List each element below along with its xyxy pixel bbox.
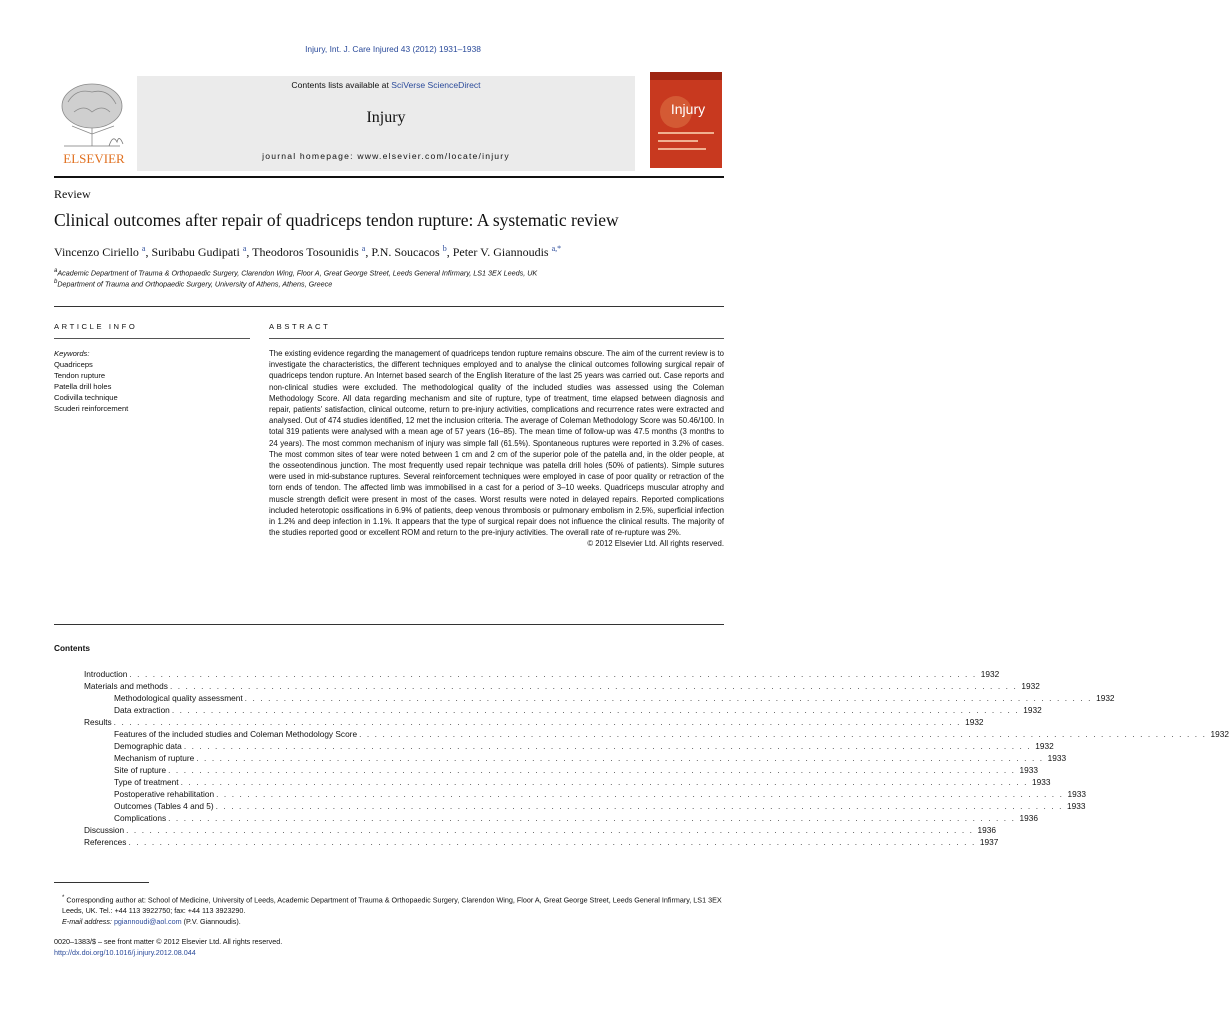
title-divider xyxy=(54,306,724,307)
toc-entry-page: 1932 xyxy=(980,669,1000,679)
toc-entry-label[interactable]: Type of treatment xyxy=(114,777,179,787)
author-affiliation-mark[interactable]: a,* xyxy=(551,244,562,253)
toc-entry[interactable] xyxy=(54,716,984,728)
affiliation-a xyxy=(54,268,537,277)
article-section-label: Review xyxy=(54,187,91,201)
toc-entry[interactable] xyxy=(54,728,1229,740)
toc-leader-dots: . . . . . . . . . . . . . . . . . . . . . . . . . . . . . . . . . . . . . . . . . . . . . . . . . . . . . . . . . . . . . . . . . . . . . . . . . . . . . . . . . . . . . . . . . . . . . . . . . . . . . . . . . . . . . xyxy=(171,705,1020,715)
journal-cover-image xyxy=(650,72,722,168)
issn-block xyxy=(54,936,282,958)
keyword-item: Codivilla technique xyxy=(54,393,118,402)
keyword-item: Tendon rupture xyxy=(54,371,106,380)
toc-entry-label[interactable]: Results xyxy=(84,717,112,727)
toc-leader-dots: . . . . . . . . . . . . . . . . . . . . . . . . . . . . . . . . . . . . . . . . . . . . . . . . . . . . . . . . . . . . . . . . . . . . . . . . . . . . . . . . . . . . . . . . . . . . . . . . . . . . . . . . . . . . . xyxy=(215,801,1064,811)
elsevier-logo xyxy=(54,76,134,166)
affiliation-b xyxy=(54,279,332,288)
toc-entry[interactable] xyxy=(54,752,1067,764)
author-name: Suribabu Gudipati xyxy=(151,245,240,259)
toc-leader-dots: . . . . . . . . . . . . . . . . . . . . . . . . . . . . . . . . . . . . . . . . . . . . . . . . . . . . . . . . . . . . . . . . . . . . . . . . . . . . . . . . . . . . . . . . . . . . . . . . . . . . . . . . . . . . . xyxy=(244,693,1093,703)
author-affiliation-mark[interactable]: a xyxy=(242,244,247,253)
toc-entry[interactable] xyxy=(54,668,1000,680)
author-name: Vincenzo Ciriello xyxy=(54,245,139,259)
corresponding-mark: * xyxy=(62,895,65,901)
toc-entry-label[interactable]: Materials and methods xyxy=(84,681,168,691)
toc-entry-label[interactable]: Demographic data xyxy=(114,741,182,751)
homepage-url[interactable]: www.elsevier.com/locate/injury xyxy=(357,151,510,161)
journal-reference[interactable]: Injury, Int. J. Care Injured 43 (2012) 1931–1938 xyxy=(305,44,481,54)
toc-entry-page: 1932 xyxy=(1096,693,1115,703)
table-of-contents xyxy=(54,668,1229,848)
toc-entry-label[interactable]: Site of rupture xyxy=(114,765,167,775)
author-list: Vincenzo Ciriello $^a$, Suribabu Gudipati $^a$, Theodoros Tosounidis $^a$, P.N. Soucacos $^b$, Peter V. Giannoudis $^{a,*}$ xyxy=(54,244,562,259)
toc-entry-page: 1932 xyxy=(1023,705,1042,715)
toc-entry-page: 1932 xyxy=(1021,681,1040,691)
toc-entry-label[interactable]: Introduction xyxy=(84,669,128,679)
toc-leader-dots: . . . . . . . . . . . . . . . . . . . . . . . . . . . . . . . . . . . . . . . . . . . . . . . . . . . . . . . . . . . . . . . . . . . . . . . . . . . . . . . . . . . . . . . . . . . . . . . . . . . . . . . . . . . . . xyxy=(183,741,1032,751)
toc-entry-page: 1936 xyxy=(977,825,997,835)
author-name: Theodoros Tosounidis xyxy=(252,245,359,259)
toc-entry-label[interactable]: Mechanism of rupture xyxy=(114,753,195,763)
journal-homepage-line xyxy=(137,151,635,161)
homepage-prefix: journal homepage: xyxy=(262,151,358,161)
toc-entry-page: 1932 xyxy=(1210,729,1229,739)
toc-entry-page: 1933 xyxy=(1047,753,1067,763)
email-label: E-mail address: xyxy=(62,917,112,927)
affiliation-a-mark: a xyxy=(54,268,58,274)
toc-leader-dots: . . . . . . . . . . . . . . . . . . . . . . . . . . . . . . . . . . . . . . . . . . . . . . . . . . . . . . . . . . . . . . . . . . . . . . . . . . . . . . . . . . . . . . . . . . . . . . . . . . . . . . . . . . . . . xyxy=(168,813,1016,823)
article-info-heading: ARTICLE INFO xyxy=(54,322,138,331)
toc-leader-dots: . . . . . . . . . . . . . . . . . . . . . . . . . . . . . . . . . . . . . . . . . . . . . . . . . . . . . . . . . . . . . . . . . . . . . . . . . . . . . . . . . . . . . . . . . . . . . . . . . . . . . . . . . . . . . xyxy=(126,825,974,835)
abstract-bottom-divider xyxy=(54,624,724,625)
toc-entry-page: 1936 xyxy=(1019,813,1038,823)
toc-leader-dots: . . . . . . . . . . . . . . . . . . . . . . . . . . . . . . . . . . . . . . . . . . . . . . . . . . . . . . . . . . . . . . . . . . . . . . . . . . . . . . . . . . . . . . . . . . . . . . . . . . . . . . . . . . . . . xyxy=(113,717,962,727)
corresponding-author-text: Corresponding author at: School of Medicine, University of Leeds, Academic Department of Trauma & Orthopaedic Surgery, Clarendon Wing, Floor A, Great George Street, Leeds General Infirmary, LS1 3EX Leeds, UK. Tel.: +44 113 3922750; fax: +44 113 3923290. xyxy=(62,895,722,916)
toc-entry[interactable] xyxy=(54,776,1051,788)
footnote-divider xyxy=(54,882,149,883)
article-info-divider xyxy=(54,338,250,339)
toc-leader-dots: . . . . . . . . . . . . . . . . . . . . . . . . . . . . . . . . . . . . . . . . . . . . . . . . . . . . . . . . . . . . . . . . . . . . . . . . . . . . . . . . . . . . . . . . . . . . . . . . . . . . . . . . . . . . . xyxy=(128,837,976,847)
toc-entry[interactable] xyxy=(54,740,1054,752)
author-affiliation-mark[interactable]: b xyxy=(442,244,447,253)
toc-leader-dots: . . . . . . . . . . . . . . . . . . . . . . . . . . . . . . . . . . . . . . . . . . . . . . . . . . . . . . . . . . . . . . . . . . . . . . . . . . . . . . . . . . . . . . . . . . . . . . . . . . . . . . . . . . . . . xyxy=(180,777,1028,787)
toc-entry-page: 1933 xyxy=(1067,789,1086,799)
toc-leader-dots: . . . . . . . . . . . . . . . . . . . . . . . . . . . . . . . . . . . . . . . . . . . . . . . . . . . . . . . . . . . . . . . . . . . . . . . . . . . . . . . . . . . . . . . . . . . . . . . . . . . . . . . . . . . . . xyxy=(168,765,1016,775)
toc-entry-label[interactable]: Complications xyxy=(114,813,167,823)
toc-entry[interactable] xyxy=(54,812,1038,824)
toc-entry-label[interactable]: Discussion xyxy=(84,825,125,835)
toc-entry[interactable] xyxy=(54,788,1086,800)
toc-leader-dots: . . . . . . . . . . . . . . . . . . . . . . . . . . . . . . . . . . . . . . . . . . . . . . . . . . . . . . . . . . . . . . . . . . . . . . . . . . . . . . . . . . . . . . . . . . . . . . . . . . . . . . . . . . . . . xyxy=(196,753,1044,763)
abstract-heading: ABSTRACT xyxy=(269,322,331,331)
email-suffix: (P.V. Giannoudis). xyxy=(183,917,241,927)
paper-title: Clinical outcomes after repair of quadriceps tendon rupture: A systematic review xyxy=(54,210,619,230)
keywords-block xyxy=(54,348,128,414)
keyword-item: Scuderi reinforcement xyxy=(54,404,129,413)
footnotes xyxy=(54,893,734,927)
toc-entry-label[interactable]: Outcomes (Tables 4 and 5) xyxy=(114,801,214,811)
toc-entry-page: 1933 xyxy=(1019,765,1039,775)
toc-entry-label[interactable]: Data extraction xyxy=(114,705,170,715)
contents-available-line xyxy=(137,80,635,90)
toc-entry-page: 1933 xyxy=(1032,777,1051,787)
keyword-item: Quadriceps xyxy=(54,360,93,369)
toc-entry[interactable] xyxy=(54,704,1042,716)
header-divider xyxy=(54,176,724,178)
toc-leader-dots: . . . . . . . . . . . . . . . . . . . . . . . . . . . . . . . . . . . . . . . . . . . . . . . . . . . . . . . . . . . . . . . . . . . . . . . . . . . . . . . . . . . . . . . . . . . . . . . . . . . . . . . . . . . . . xyxy=(129,669,977,679)
cover-title: Injury xyxy=(670,101,706,117)
toc-entry-page: 1937 xyxy=(979,837,999,847)
contents-prefix: Contents lists available at xyxy=(291,80,392,90)
affiliation-b-mark: b xyxy=(54,279,58,285)
contents-heading: Contents xyxy=(54,643,90,653)
toc-entry[interactable] xyxy=(54,692,1115,704)
toc-entry-page: 1932 xyxy=(965,717,984,727)
keywords-label: Keywords: xyxy=(54,349,90,358)
corresponding-author-note xyxy=(54,893,734,916)
keyword-item: Patella drill holes xyxy=(54,382,112,391)
email-link[interactable]: pgiannoudi@aol.com xyxy=(113,917,182,927)
author-affiliation-mark[interactable]: a xyxy=(361,244,366,253)
toc-entry[interactable] xyxy=(54,680,1040,692)
abstract-divider xyxy=(269,338,724,339)
toc-entry[interactable] xyxy=(54,836,999,848)
doi-link[interactable]: http://dx.doi.org/10.1016/j.injury.2012.08.044 xyxy=(54,948,196,957)
elsevier-wordmark: ELSEVIER xyxy=(63,151,125,166)
affiliation-b-text: Department of Trauma and Orthopaedic Surgery, University of Athens, Athens, Greece xyxy=(57,279,333,289)
toc-entry[interactable] xyxy=(54,824,997,836)
email-line xyxy=(54,916,734,927)
toc-entry-page: 1933 xyxy=(1067,801,1086,811)
affiliation-a-text: Academic Department of Trauma & Orthopaedic Surgery, Clarendon Wing, Floor A, Great George Street, Leeds General Infirmary, LS1 3EX Leeds, UK xyxy=(57,268,538,278)
author-name: Peter V. Giannoudis xyxy=(452,245,549,259)
toc-leader-dots: . . . . . . . . . . . . . . . . . . . . . . . . . . . . . . . . . . . . . . . . . . . . . . . . . . . . . . . . . . . . . . . . . . . . . . . . . . . . . . . . . . . . . . . . . . . . . . . . . . . . . . . . . . . . . xyxy=(169,681,1018,691)
toc-leader-dots: . . . . . . . . . . . . . . . . . . . . . . . . . . . . . . . . . . . . . . . . . . . . . . . . . . . . . . . . . . . . . . . . . . . . . . . . . . . . . . . . . . . . . . . . . . . . . . . . . . . . . . . . . . . . . xyxy=(216,789,1064,799)
issn-line: 0020–1383/$ – see front matter © 2012 Elsevier Ltd. All rights reserved. xyxy=(54,937,283,946)
toc-leader-dots: . . . . . . . . . . . . . . . . . . . . . . . . . . . . . . . . . . . . . . . . . . . . . . . . . . . . . . . . . . . . . . . . . . . . . . . . . . . . . . . . . . . . . . . . . . . . . . . . . . . . . . . . . . . . . xyxy=(359,729,1207,739)
journal-name: Injury xyxy=(366,109,406,126)
abstract-body xyxy=(269,348,724,550)
author-name: P.N. Soucacos xyxy=(371,245,440,259)
abstract-copyright: © 2012 Elsevier Ltd. All rights reserved. xyxy=(587,539,724,549)
toc-entry-label[interactable]: Postoperative rehabilitation xyxy=(114,789,215,799)
sciencedirect-link[interactable]: SciVerse ScienceDirect xyxy=(391,80,481,90)
toc-entry-label[interactable]: Features of the included studies and Coleman Methodology Score xyxy=(114,729,358,739)
toc-entry-label[interactable]: References xyxy=(84,837,127,847)
toc-entry[interactable] xyxy=(54,800,1086,812)
abstract-paragraph: The existing evidence regarding the management of quadriceps tendon rupture remains obscure. The aim of the current review is to investigate the characteristics, the different techniques employed and to analyse the clinical outcomes following surgical repair of quadriceps tendon rupture. An Internet based search of the English literature of the last 25 years was carried out. Case reports and non-clinical studies were excluded. The methodological quality of the included studies was assessed using the Coleman Methodology Score. All data regarding mechanism and site of rupture, type of treatment, time elapsed between diagnosis and repair, patients' satisfaction, clinical outcome, return to pre-injury activities, complications and recurrence rates were extracted and analysed. Out of 474 studies identified, 12 met the inclusion criteria. The average of Coleman Methodology Score was 50.46/100. In total 319 patients were analysed with a mean age of 57 years (16–85). The mean time of follow-up was 47.5 months (3 months to 24 years). The most common mechanism of injury was simple fall (61.5%). Spontaneous ruptures were reported in 3.2% of cases. The most common sites of tear were noted between 1 cm and 2 cm of the superior pole of the patella and, in the older people, at the osseotendinous junction. The most frequently used repair technique was patella drill holes (50% of patients). Simple sutures were used in mid-substance ruptures. Several reinforcement techniques were employed in case of poor quality or retraction of the torn ends of tendon. The affected limb was immobilised in a cast for a period of 3–10 weeks. Quadriceps muscular atrophy and muscle strength deficit were present in most of the cases. Worst results were noted in delayed repairs. Reported complications included heterotopic ossifications in 6.9% of patients, deep venous thrombosis or pulmonary embolism in 2.5%, superficial infection in 1.2% and deep infection in 1.1%. It appears that the type of surgical repair does not influence the clinical results. The majority of the studies reported good or excellent ROM and return to the pre-injury activities. The overall rate of re-rupture was 2%. xyxy=(269,349,724,538)
toc-entry-page: 1932 xyxy=(1035,741,1054,751)
toc-entry[interactable] xyxy=(54,764,1039,776)
toc-entry-label[interactable]: Methodological quality assessment xyxy=(114,693,243,703)
author-affiliation-mark[interactable]: a xyxy=(141,244,146,253)
